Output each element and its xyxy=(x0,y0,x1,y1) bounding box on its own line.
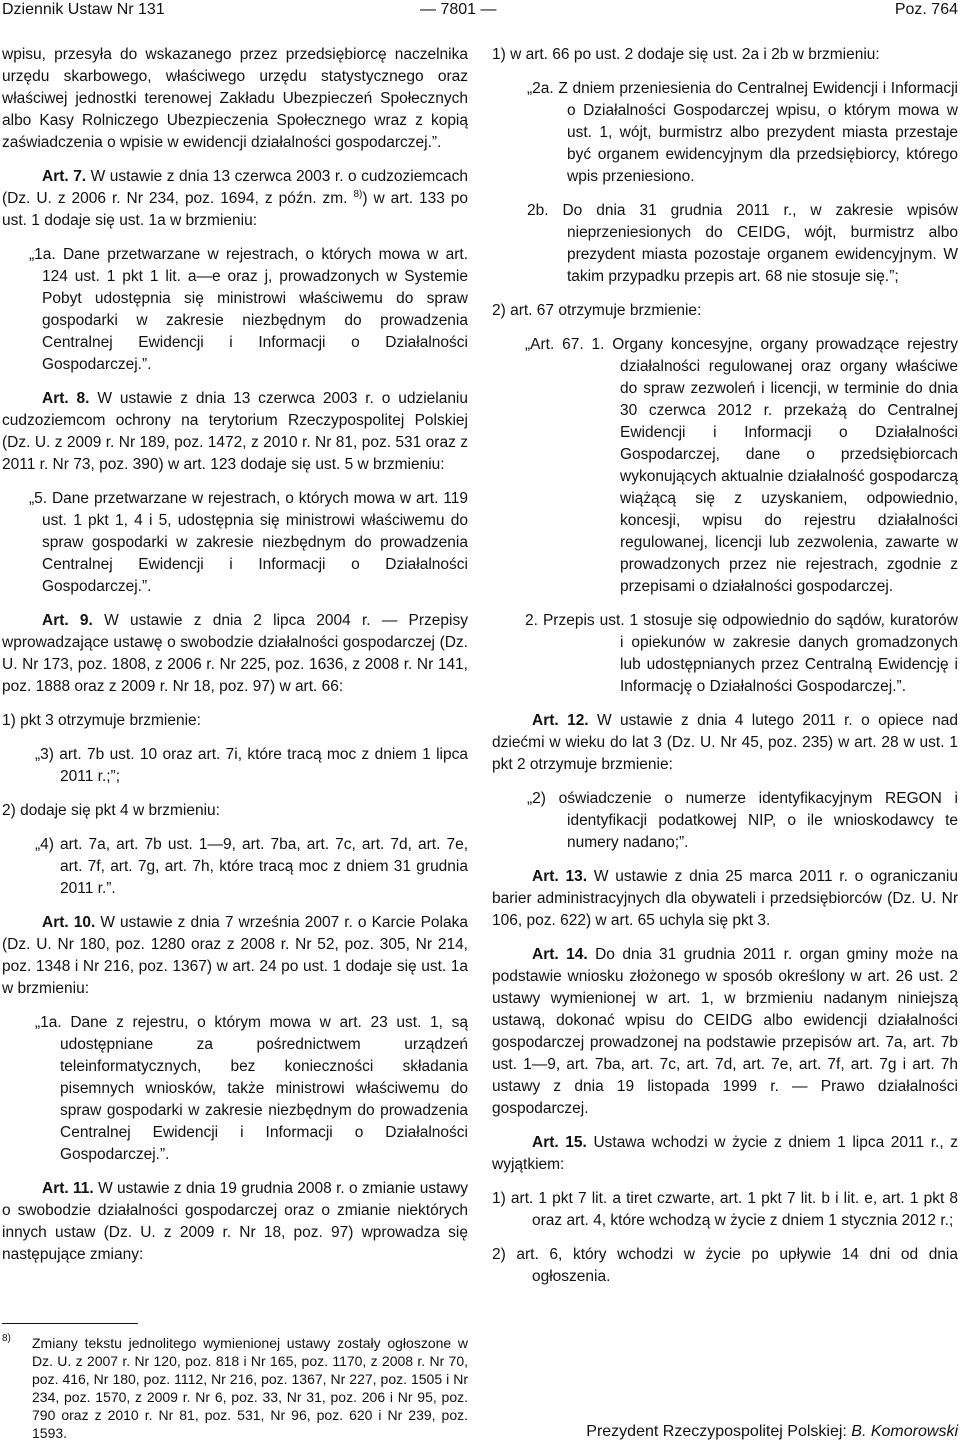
article-text: W ustawie z dnia 19 grudnia 2008 r. o zmianie ustawy o swobodzie działalności gospodarczej oraz o zmianie niektórych innych ustaw (Dz. U. z 2009 r. Nr 18, poz. 97) wprowadza się następujące zmiany: xyxy=(2,1180,468,1263)
article-label: Art. 8. xyxy=(42,390,90,407)
art-67-para-1: „Art. 67. 1. Organy koncesyjne, organy prowadzące rejestry działalności regulowanej oraz organy właściwe do spraw zezwoleń i licencji, w terminie do dnia 30 czerwca 2012 r. przekażą do Centralnej Ewidencji i Informacji o Działalności Gospodarczej, dane o przedsiębiorcach wykonujących aktualnie działalność gospodarczą wiążącą się z uzyskaniem, odpowiednio, koncesji, wpisu do rejestru działalności regulowanej, licencji lub zezwolenia, zawarte w prowadzonych przez nie rejestrach, zgodnie z przepisami o działalności gospodarczej. xyxy=(525,336,958,595)
article-text: W ustawie z dnia 25 marca 2011 r. o ograniczaniu barier administracyjnych dla obywateli i przedsiębiorców (Dz. U. Nr 106, poz. 622) w art. 65 uchyla się pkt 3. xyxy=(492,868,958,929)
article-label: Art. 7. xyxy=(42,168,87,185)
amendment-2b: 2b. Do dnia 31 grudnia 2011 r., w zakresie wpisów nieprzeniesionych do CEIDG, wójt, burmistrz albo prezydent miasta pozostaje organem ewidencyjnym. W takim przypadku przepis art. 68 nie stosuje się.”; xyxy=(527,202,958,285)
article-text: Ustawa wchodzi w życie z dniem 1 lipca 2011 r., z wyjątkiem: xyxy=(492,1134,958,1173)
article-9-item-2: 2) dodaje się pkt 4 w brzmieniu: xyxy=(2,802,220,819)
article-text: W ustawie z dnia 13 czerwca 2003 r. o cudzoziemcach (Dz. U. z 2006 r. Nr 234, poz. 1694, z późn. zm. xyxy=(2,168,468,207)
article-14 xyxy=(492,944,958,1120)
position-number: Poz. 764 xyxy=(894,1,958,18)
article-label: Art. 13. xyxy=(532,868,588,885)
footnote xyxy=(2,1334,468,1442)
article-9-item-1: 1) pkt 3 otrzymuje brzmienie: xyxy=(2,712,201,729)
signature xyxy=(508,1422,958,1442)
article-10-quote: „1a. Dane z rejestru, o którym mowa w art. 23 ust. 1, są udostępniane za pośrednictwem urządzeń teleinformatycznych, bez konieczności składania pisemnych wniosków, także ministrowi właściwemu do spraw gospodarki w zakresie niezbędnym do prowadzenia Centralnej Ewidencji i Informacji o Działalności Gospodarczej.”. xyxy=(35,1014,468,1163)
article-9 xyxy=(2,610,468,698)
article-12-quote: „2) oświadczenie o numerze identyfikacyjnym REGON i identyfikacji podatkowej NIP, o ile wnioskodawcy te numery nadano;”. xyxy=(527,790,958,851)
article-11 xyxy=(2,1178,468,1266)
journal-title: Dziennik Ustaw Nr 131 xyxy=(2,1,165,18)
amendment-2a: „2a. Z dniem przeniesienia do Centralnej Ewidencji i Informacji o Działalności Gospodarczej wpisu, o którym mowa w ust. 1, wójt, burmistrz albo prezydent miasta przestaje być organem ewidencyjnym dla przedsiębiorcy, którego wpis przeniesiono. xyxy=(527,80,958,185)
article-label: Art. 14. xyxy=(532,946,588,963)
article-label: Art. 12. xyxy=(532,712,589,729)
article-label: Art. 11. xyxy=(42,1180,94,1197)
article-8 xyxy=(2,388,468,476)
right-column xyxy=(492,44,958,1288)
article-9-item-1-quote: „3) art. 7b ust. 10 oraz art. 7i, które tracą moc z dniem 1 lipca 2011 r.;”; xyxy=(35,746,468,785)
page-number: — 7801 — xyxy=(420,1,497,18)
article-text-cont: ) w art. 133 po ust. 1 dodaje się ust. 1a w brzmieniu: xyxy=(2,190,469,229)
article-text: Do dnia 31 grudnia 2011 r. organ gminy może na podstawie wniosku złożonego w sposób określony w art. 26 ust. 2 ustawy wymienionej w art. 1, w brzmieniu nadanym niniejszą ustawą, dokonać wpisu do CEIDG albo ewidencji działalności gospodarczej prowadzonej na podstawie przepisów art. 7a, art. 7b ust. 1—9, art. 7ba, art. 7c, art. 7d, art. 7e, art. 7f, art. 7g i art. 7h ustawy z dnia 19 listopada 1999 r. — Prawo działalności gospodarczej. xyxy=(492,946,958,1117)
amendment-item-1: 1) w art. 66 po ust. 2 dodaje się ust. 2a i 2b w brzmieniu: xyxy=(492,46,880,63)
article-text: W ustawie z dnia 7 września 2007 r. o Karcie Polaka (Dz. U. Nr 180, poz. 1280 oraz z 2008 r. Nr 52, poz. 305, Nr 214, poz. 1348 i Nr 216, poz. 1367) w art. 24 po ust. 1 dodaje się ust. 1a w brzmieniu: xyxy=(2,914,468,997)
article-text: W ustawie z dnia 4 lutego 2011 r. o opiece nad dziećmi w wieku do lat 3 (Dz. U. Nr 45, poz. 235) w art. 28 w ust. 1 pkt 2 otrzymuje brzmienie: xyxy=(492,712,958,773)
article-15-item-1: 1) art. 1 pkt 7 lit. a tiret czwarte, art. 1 pkt 7 lit. b i lit. e, art. 1 pkt 8 oraz art. 4, które wchodzą w życie z dniem 1 stycznia 2012 r.; xyxy=(492,1190,958,1229)
amendment-item-2: 2) art. 67 otrzymuje brzmienie: xyxy=(492,302,702,319)
left-column xyxy=(2,44,468,1266)
continuation-paragraph: wpisu, przesyła do wskazanego przez przedsiębiorcę naczelnika urzędu skarbowego, właściwego urzędu statystycznego oraz właściwej jednostki terenowej Zakładu Ubezpieczeń Społecznych albo Kasy Rolniczego Ubezpieczenia Społecznego wraz z kopią zaświadczenia o wpisie w ewidencji działalności gospodarczej.”. xyxy=(2,46,468,151)
art-67-para-2: 2. Przepis ust. 1 stosuje się odpowiednio do sądów, kuratorów i opiekunów w zakresie danych gromadzonych lub udostępnianych przez Centralną Ewidencję i Informację o Działalności Gospodarczej.”. xyxy=(525,612,958,695)
article-10 xyxy=(2,912,468,1000)
article-text: W ustawie z dnia 13 czerwca 2003 r. o udzielaniu cudzoziemcom ochrony na terytorium Rzeczypospolitej Polskiej (Dz. U. z 2009 r. Nr 189, poz. 1472, z 2010 r. Nr 81, poz. 531 oraz z 2011 r. Nr 73, poz. 390) w art. 123 dodaje się ust. 5 w brzmieniu: xyxy=(2,390,468,473)
article-label: Art. 9. xyxy=(42,612,93,629)
footnote-text: Zmiany tekstu jednolitego wymienionej ustawy zostały ogłoszone w Dz. U. z 2007 r. Nr 120, poz. 818 i Nr 165, poz. 1170, z 2008 r. Nr 70, poz. 416, Nr 180, poz. 1112, Nr 216, poz. 1367, Nr 227, poz. 1505 i Nr 234, poz. 1570, z 2009 r. Nr 6, poz. 33, Nr 31, poz. 206 i Nr 95, poz. 790 oraz z 2010 r. Nr 81, poz. 531, Nr 96, poz. 620 i Nr 239, poz. 1593. xyxy=(32,1335,468,1441)
footnote-mark: 8) xyxy=(2,1333,11,1344)
article-label: Art. 10. xyxy=(42,914,96,931)
signature-prefix: Prezydent Rzeczypospolitej Polskiej: xyxy=(586,1423,852,1440)
footnote-rule xyxy=(2,1323,138,1324)
article-9-item-2-quote: „4) art. 7a, art. 7b ust. 1—9, art. 7ba, art. 7c, art. 7d, art. 7e, art. 7f, art. 7g, art. 7h, które tracą moc z dniem 31 grudnia 2011 r.”. xyxy=(35,836,468,897)
article-13 xyxy=(492,866,958,932)
article-15-item-2: 2) art. 6, który wchodzi w życie po upływie 14 dni od dnia ogłoszenia. xyxy=(492,1246,958,1285)
article-7 xyxy=(2,166,468,232)
signature-name: B. Komorowski xyxy=(851,1423,958,1440)
page-header xyxy=(0,0,960,30)
article-7-quote: „1a. Dane przetwarzane w rejestrach, o których mowa w art. 124 ust. 1 pkt 1 lit. a—e oraz j, prowadzonych w Systemie Pobyt udostępnia się ministrowi właściwemu do spraw gospodarki w zakresie niezbędnym do prowadzenia Centralnej Ewidencji i Informacji o Działalności Gospodarczej.”. xyxy=(29,246,468,373)
article-text: W ustawie z dnia 2 lipca 2004 r. — Przepisy wprowadzające ustawę o swobodzie działalności gospodarczej (Dz. U. Nr 173, poz. 1808, z 2006 r. Nr 225, poz. 1636, z 2008 r. Nr 141, poz. 1888 oraz z 2009 r. Nr 18, poz. 97) w art. 66: xyxy=(2,612,468,695)
article-label: Art. 15. xyxy=(532,1134,587,1151)
article-12 xyxy=(492,710,958,776)
article-8-quote: „5. Dane przetwarzane w rejestrach, o których mowa w art. 119 ust. 1 pkt 1, 4 i 5, udostępnia się ministrowi właściwemu do spraw gospodarki w zakresie niezbędnym do prowadzenia Centralnej Ewidencji i Informacji o Działalności Gospodarczej.”. xyxy=(29,490,468,595)
article-15 xyxy=(492,1132,958,1176)
footnote-ref: 8) xyxy=(353,188,363,200)
